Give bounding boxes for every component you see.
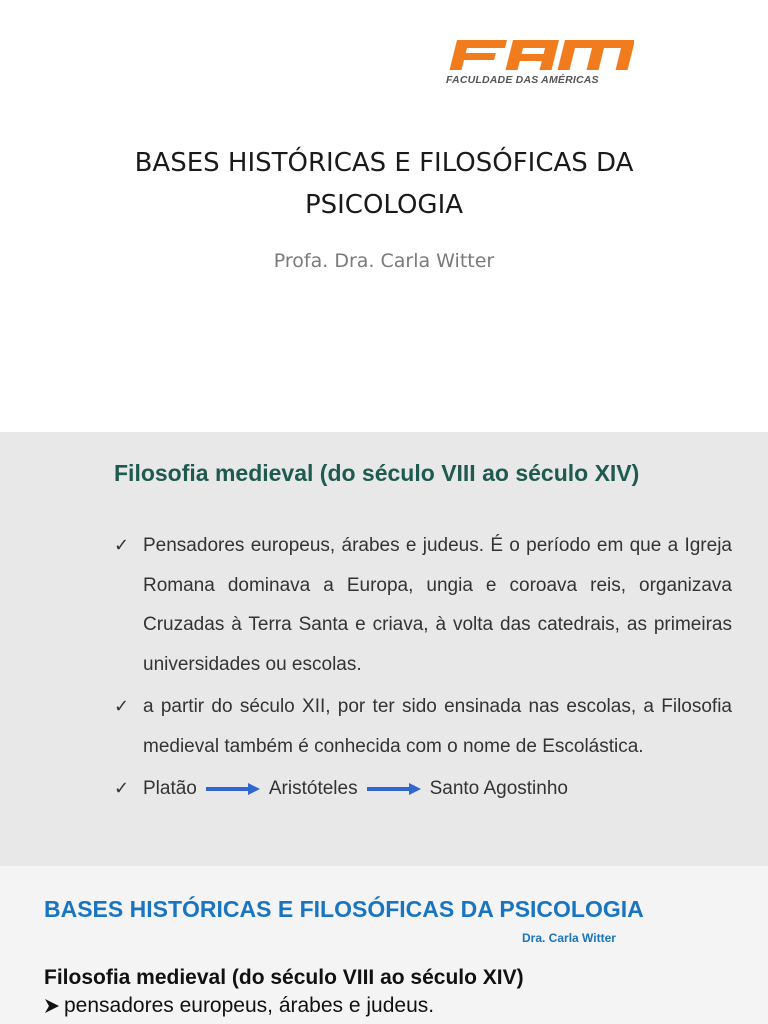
right-arrow-icon — [367, 783, 421, 795]
bullet-item — [112, 687, 732, 766]
bullet-text: pensadores europeus, árabes e judeus. — [64, 994, 435, 1017]
bullet-text: Pensadores europeus, árabes e judeus. É o período em que a Igreja Romana dominava a Europa, ungia e coroava reis, organizava Cruzadas à Terra Santa e criava, à volta das catedrais, as primeiras universidades ou escolas. — [143, 535, 732, 675]
checkmark-icon: ✓ — [114, 535, 130, 556]
checkmark-icon: ✓ — [114, 696, 130, 717]
fam-wordmark-text: FAM — [537, 61, 541, 62]
presentation-title — [84, 142, 684, 226]
slide-heading: Filosofia medieval (do século VIII ao século XIV) — [44, 966, 524, 989]
flow-step-santo-agostinho: Santo Agostinho — [429, 778, 568, 799]
presentation-title-line1: BASES HISTÓRICAS E FILOSÓFICAS DA — [134, 148, 634, 178]
fam-wordmark-logo — [444, 36, 634, 74]
presentation-title-line2: PSICOLOGIA — [304, 190, 464, 220]
presentation-author: Profa. Dra. Carla Witter — [273, 250, 495, 272]
flow-step-aristoteles: Aristóteles — [268, 778, 358, 799]
slide-title — [0, 0, 768, 432]
right-arrow-icon — [206, 783, 260, 795]
bullet-text: a partir do século XII, por ter sido ensinada nas escolas, a Filosofia medieval também é conhecida com o nome de Escolástica. — [143, 696, 732, 757]
arrowhead-bullet-icon — [44, 998, 60, 1014]
bullet-list — [112, 526, 732, 809]
bullet-item — [44, 994, 434, 1018]
slide-author: Dra. Carla Witter — [522, 931, 616, 945]
bullet-item — [112, 526, 732, 684]
slide-title: BASES HISTÓRICAS E FILOSÓFICAS DA PSICOLOGIA — [44, 896, 644, 922]
slide-medieval-philosophy — [0, 432, 768, 866]
flow-step-platao: Platão — [143, 778, 197, 799]
slide-bases-historicas — [0, 866, 768, 1024]
checkmark-icon: ✓ — [114, 778, 130, 799]
fam-logo — [444, 36, 634, 88]
logo-tagline: FACULDADE DAS AMÉRICAS — [446, 74, 599, 86]
philosopher-flow — [112, 769, 732, 809]
slide-heading: Filosofia medieval (do século VIII ao século XIV) — [114, 460, 640, 486]
